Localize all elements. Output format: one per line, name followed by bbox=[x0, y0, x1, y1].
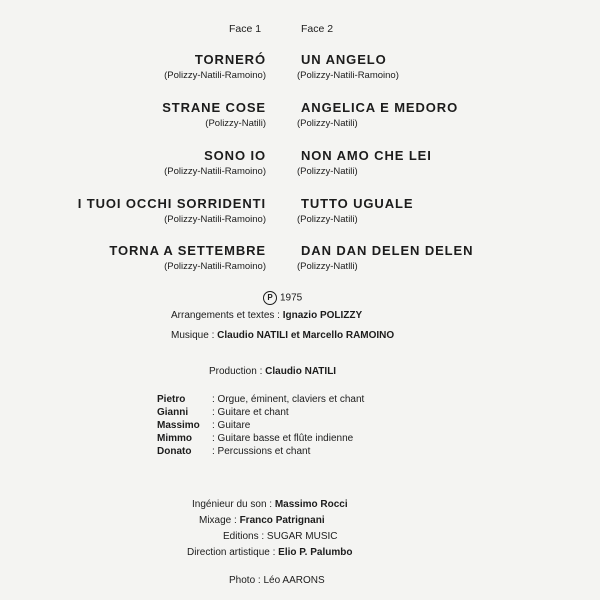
musique-line bbox=[171, 330, 394, 341]
face2-track-credit: (Polizzy-Natlli) bbox=[297, 261, 358, 272]
arrangements-value: Ignazio POLIZZY bbox=[282, 310, 363, 321]
editions-value: SUGAR MUSIC bbox=[266, 531, 338, 542]
face1-track-title: SONO IO bbox=[204, 148, 266, 163]
arrangements-line bbox=[171, 310, 362, 321]
member-name: Mimmo bbox=[157, 433, 192, 444]
face2-track-title: DAN DAN DELEN DELEN bbox=[301, 243, 474, 258]
face1-track-title: I TUOI OCCHI SORRIDENTI bbox=[77, 196, 266, 211]
member-name: Donato bbox=[157, 446, 192, 457]
musique-value: Claudio NATILI et Marcello RAMOINO bbox=[217, 330, 395, 341]
photo-value: Léo AARONS bbox=[263, 575, 325, 586]
direction-label: Direction artistique : bbox=[187, 547, 276, 558]
face2-track-title: ANGELICA E MEDORO bbox=[301, 100, 459, 115]
member-role: : Percussions et chant bbox=[212, 446, 311, 457]
member-role: : Guitare basse et flûte indienne bbox=[212, 433, 354, 444]
phonogram-year: 1975 bbox=[280, 292, 303, 304]
photo-label: Photo : bbox=[229, 575, 261, 586]
production-line bbox=[209, 366, 336, 377]
mixage-label: Mixage : bbox=[199, 515, 237, 526]
face1-track-title: STRANE COSE bbox=[162, 100, 266, 115]
ingenieur-label: Ingénieur du son : bbox=[192, 499, 273, 510]
mixage-line bbox=[199, 515, 325, 526]
direction-line bbox=[187, 547, 352, 558]
phonogram-symbol-icon: P bbox=[263, 291, 277, 305]
face1-track-credit: (Polizzy-Natili-Ramoino) bbox=[164, 261, 266, 272]
face2-track-credit: (Polizzy-Natili) bbox=[297, 118, 358, 129]
face2-track-credit: (Polizzy-Natili) bbox=[297, 214, 358, 225]
member-name: Gianni bbox=[157, 407, 189, 418]
editions-label: Editions : bbox=[223, 531, 265, 542]
face2-track-title: NON AMO CHE LEI bbox=[301, 148, 432, 163]
member-role: : Orgue, éminent, claviers et chant bbox=[212, 394, 365, 405]
ingenieur-value: Massimo Rocci bbox=[274, 499, 348, 510]
face-2-header: Face 2 bbox=[301, 23, 334, 35]
face1-track-credit: (Polizzy-Natili-Ramoino) bbox=[164, 214, 266, 225]
face1-track-credit: (Polizzy-Natili-Ramoino) bbox=[164, 166, 266, 177]
direction-value: Elio P. Palumbo bbox=[278, 547, 353, 558]
production-label: Production : bbox=[209, 366, 263, 377]
face1-track-title: TORNERÓ bbox=[194, 52, 266, 67]
mixage-value: Franco Patrignani bbox=[239, 515, 325, 526]
member-role: : Guitare et chant bbox=[212, 407, 289, 418]
member-name: Pietro bbox=[157, 394, 186, 405]
face1-track-credit: (Polizzy-Natili) bbox=[205, 118, 266, 129]
arrangements-label: Arrangements et textes : bbox=[171, 310, 280, 321]
editions-line bbox=[223, 531, 337, 542]
member-name: Massimo bbox=[157, 420, 200, 431]
face2-track-credit: (Polizzy-Natili-Ramoino) bbox=[297, 70, 399, 81]
face1-track-credit: (Polizzy-Natili-Ramoino) bbox=[164, 70, 266, 81]
face2-track-credit: (Polizzy-Natili) bbox=[297, 166, 358, 177]
phonogram-line bbox=[263, 291, 302, 305]
photo-line bbox=[229, 575, 325, 586]
face1-track-title: TORNA A SETTEMBRE bbox=[109, 243, 266, 258]
musique-label: Musique : bbox=[171, 330, 215, 341]
ingenieur-line bbox=[192, 499, 348, 510]
face2-track-title: UN ANGELO bbox=[301, 52, 387, 67]
face2-track-title: TUTTO UGUALE bbox=[301, 196, 414, 211]
production-value: Claudio NATILI bbox=[265, 366, 337, 377]
face-1-header: Face 1 bbox=[229, 23, 262, 35]
member-role: : Guitare bbox=[212, 420, 251, 431]
